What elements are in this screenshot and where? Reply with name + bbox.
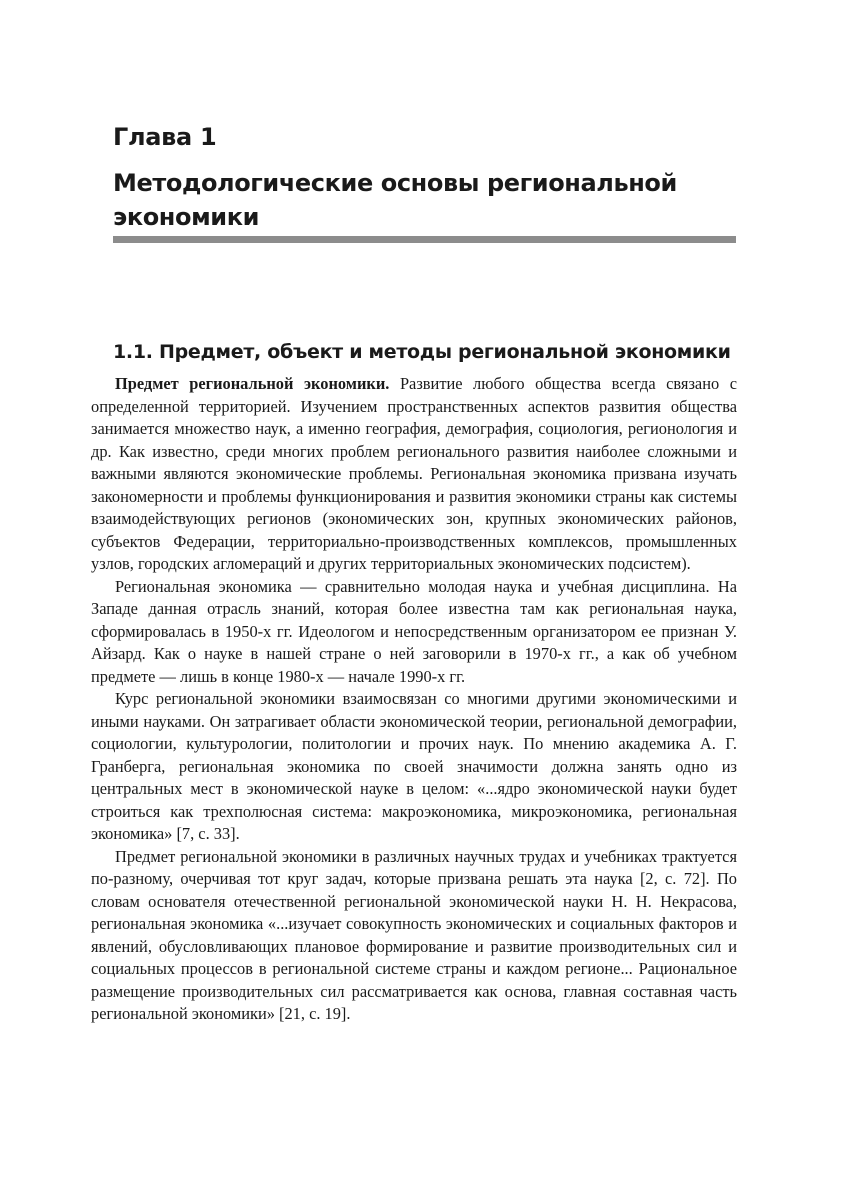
paragraph-text: Развитие любого общества всегда связано с определенной территорией. Изучением пространственных аспектов развития общества занимается множество наук, а именно география, демография, социология, регионология и др. Как известно, среди многих проблем регионального развития наиболее сложными и важными являются экономические проблемы. Региональная экономика призвана изучать закономерности и проблемы функционирования и развития экономики страны как системы взаимодействующих регионов (экономических зон, крупных экономических районов, субъектов Федерации, территориально-производственных комплексов, промышленных узлов, городских агломераций и других территориальных экономических подсистем). (91, 374, 737, 573)
paragraph (91, 373, 737, 576)
chapter-label: Глава 1 (113, 123, 217, 151)
paragraph-text: Курс региональной экономики взаимосвязан со многими другими экономическими и иными науками. Он затрагивает области экономической теории, региональной демографии, социологии, культурологии, политологии и прочих наук. По мнению академика А. Г. Гранберга, региональная экономика по своей значимости должна занять одно из центральных мест в экономической науке в целом: «...ядро экономической науки будет строиться как трехполюсная система: макроэкономика, микроэкономика, региональная экономика» [7, с. 33]. (91, 689, 737, 843)
chapter-title: Методологические основы региональной экономики (113, 169, 677, 231)
paragraph (91, 576, 737, 689)
paragraph-text: Предмет региональной экономики в различных научных трудах и учебниках трактуется по-разному, очерчивая тот круг задач, которые призвана решать эта наука [2, с. 72]. По словам основателя отечественной региональной экономической науки Н. Н. Некрасова, региональная экономика «...изучает совокупность экономических и социальных факторов и явлений, обусловливающих плановое формирование и развитие производительных сил и социальных процессов в региональной системе страны и каждом регионе... Рациональное размещение производительных сил рассматривается как основа, главная составная часть региональной экономики» [21, с. 19]. (91, 846, 737, 1023)
paragraph (91, 846, 737, 1026)
chapter-divider (113, 236, 736, 243)
paragraph-text: Региональная экономика — сравнительно молодая наука и учебная дисциплина. На Западе данная отрасль знаний, которая более известна там как региональная наука, сформировалась в 1950-х гг. Идеологом и непосредственным организатором ее признан У. Айзард. Как о науке в нашей стране о ней заговорили в 1970-х гг., а как об учебном предмете — лишь в конце 1980-х — начале 1990-х гг. (91, 576, 737, 686)
paragraph (91, 688, 737, 846)
section-heading: 1.1. Предмет, объект и методы региональной экономики (113, 341, 731, 363)
paragraph-lead: Предмет региональной экономики. (115, 374, 390, 393)
body-text (91, 373, 737, 1026)
